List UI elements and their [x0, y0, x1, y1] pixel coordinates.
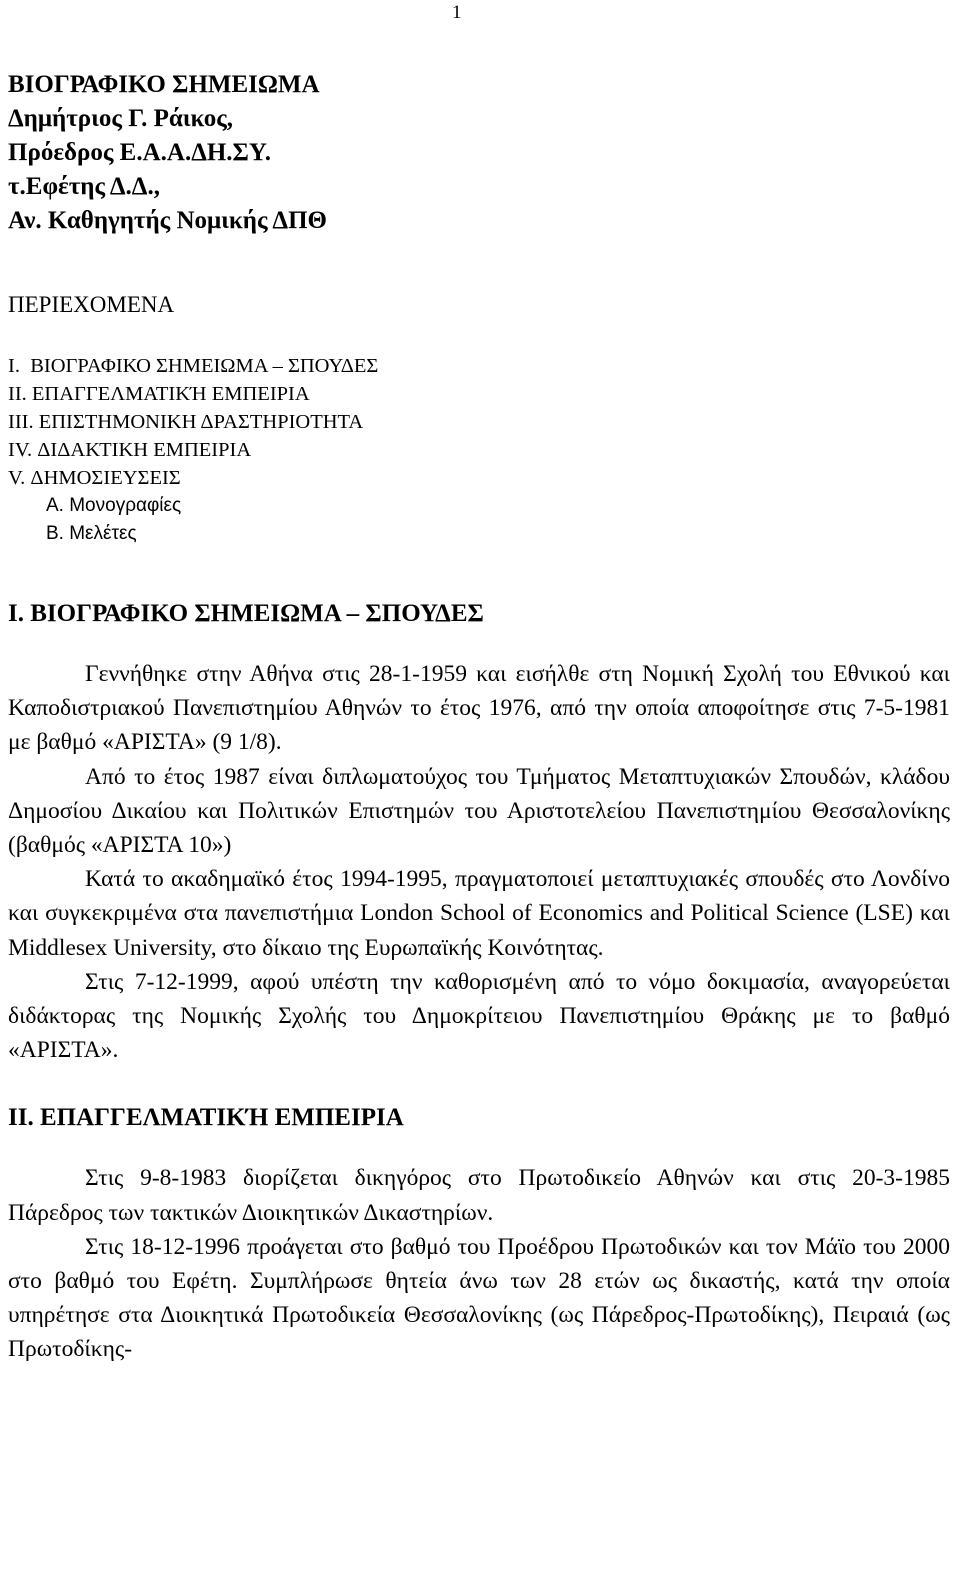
document-title: ΒΙΟΓΡΑΦΙΚΟ ΣΗΜΕΙΩΜΑ	[8, 71, 320, 98]
cv-header	[8, 68, 950, 238]
author-role-3: Αν. Καθηγητής Νομικής ΔΠΘ	[8, 207, 327, 234]
page-number: 1	[452, 2, 462, 23]
paragraph: Από το έτος 1987 είναι διπλωματούχος του Τμήματος Μεταπτυχιακών Σπουδών, κλάδου Δημοσίου Δικαίου και Πολιτικών Επιστημών του Αριστοτελείου Πανεπιστημίου Θεσσαλονίκης (βαθμός «ΑΡΙΣΤΑ 10»)	[8, 763, 950, 859]
table-of-contents	[8, 352, 950, 548]
section-1-body	[8, 657, 950, 1067]
toc-subitem: Α. Μονογραφίες	[46, 495, 182, 516]
toc-title: ΠΕΡΙΕΧΟΜΕΝΑ	[8, 292, 175, 317]
toc-item: III. ΕΠΙΣΤΗΜΟΝΙΚΗ ΔΡΑΣΤΗΡΙΟΤΗΤΑ	[8, 411, 364, 433]
paragraph: Κατά το ακαδημαϊκό έτος 1994-1995, πραγματοποιεί μεταπτυχιακές σπουδές στο Λονδίνο και συγκεκριμένα στα πανεπιστήμια London School of Economics and Political Science (LSE) και Middlesex University, στο δίκαιο της Ευρωπαϊκής Κοινότητας.	[8, 866, 950, 961]
author-role-2: τ.Εφέτης Δ.Δ.,	[8, 173, 160, 200]
toc-subitem: Β. Μελέτες	[46, 523, 137, 544]
section-1-title: I. ΒΙΟΓΡΑΦΙΚΟ ΣΗΜΕΙΩΜΑ – ΣΠΟΥΔΕΣ	[8, 600, 484, 627]
document-body	[8, 68, 950, 1367]
paragraph: Γεννήθηκε στην Αθήνα στις 28-1-1959 και εισήλθε στη Νομική Σχολή του Εθνικού και Καποδιστριακού Πανεπιστημίου Αθηνών το έτος 1976, από την οποία αποφοίτησε στις 7-5-1981 με βαθμό «ΑΡΙΣΤΑ» (9 1/8).	[8, 661, 950, 756]
toc-item: V. ΔΗΜΟΣΙΕΥΣΕΙΣ	[8, 467, 181, 489]
toc-item: I. ΒΙΟΓΡΑΦΙΚΟ ΣΗΜΕΙΩΜΑ – ΣΠΟΥΔΕΣ	[8, 355, 379, 377]
paragraph: Στις 9-8-1983 διορίζεται δικηγόρος στο Πρωτοδικείο Αθηνών και στις 20-3-1985 Πάρεδρος των τακτικών Διοικητικών Δικαστηρίων.	[8, 1165, 950, 1226]
paragraph: Στις 7-12-1999, αφού υπέστη την καθορισμένη από το νόμο δοκιμασία, αναγορεύεται διδάκτορας της Νομικής Σχολής του Δημοκρίτειου Πανεπιστημίου Θράκης με το βαθμό «ΑΡΙΣΤΑ».	[8, 968, 950, 1064]
section-2-title: II. ΕΠΑΓΓΕΛΜΑΤΙΚΉ ΕΜΠΕΙΡΙΑ	[8, 1104, 404, 1132]
toc-item: II. ΕΠΑΓΓΕΛΜΑΤΙΚΉ ΕΜΠΕΙΡΙΑ	[8, 383, 310, 405]
author-role-1: Πρόεδρος Ε.Α.Α.ΔΗ.ΣΥ.	[8, 139, 271, 166]
toc-item: IV. ΔΙΔΑΚΤΙΚΗ ΕΜΠΕΙΡΙΑ	[8, 439, 252, 461]
section-2-body	[8, 1161, 950, 1366]
paragraph: Στις 18-12-1996 προάγεται στο βαθμό του Προέδρου Πρωτοδικών και τον Μάϊο του 2000 στο βαθμό του Εφέτη. Συμπλήρωσε θητεία άνω των 28 ετών ως δικαστής, κατά την οποία υπηρέτησε στα Διοικητικά Πρωτοδικεία Θεσσαλονίκης (ως Πάρεδρος-Πρωτοδίκης), Πειραιά (ως Πρωτοδίκης-	[8, 1233, 950, 1363]
author-name: Δημήτριος Γ. Ράικος,	[8, 105, 233, 132]
